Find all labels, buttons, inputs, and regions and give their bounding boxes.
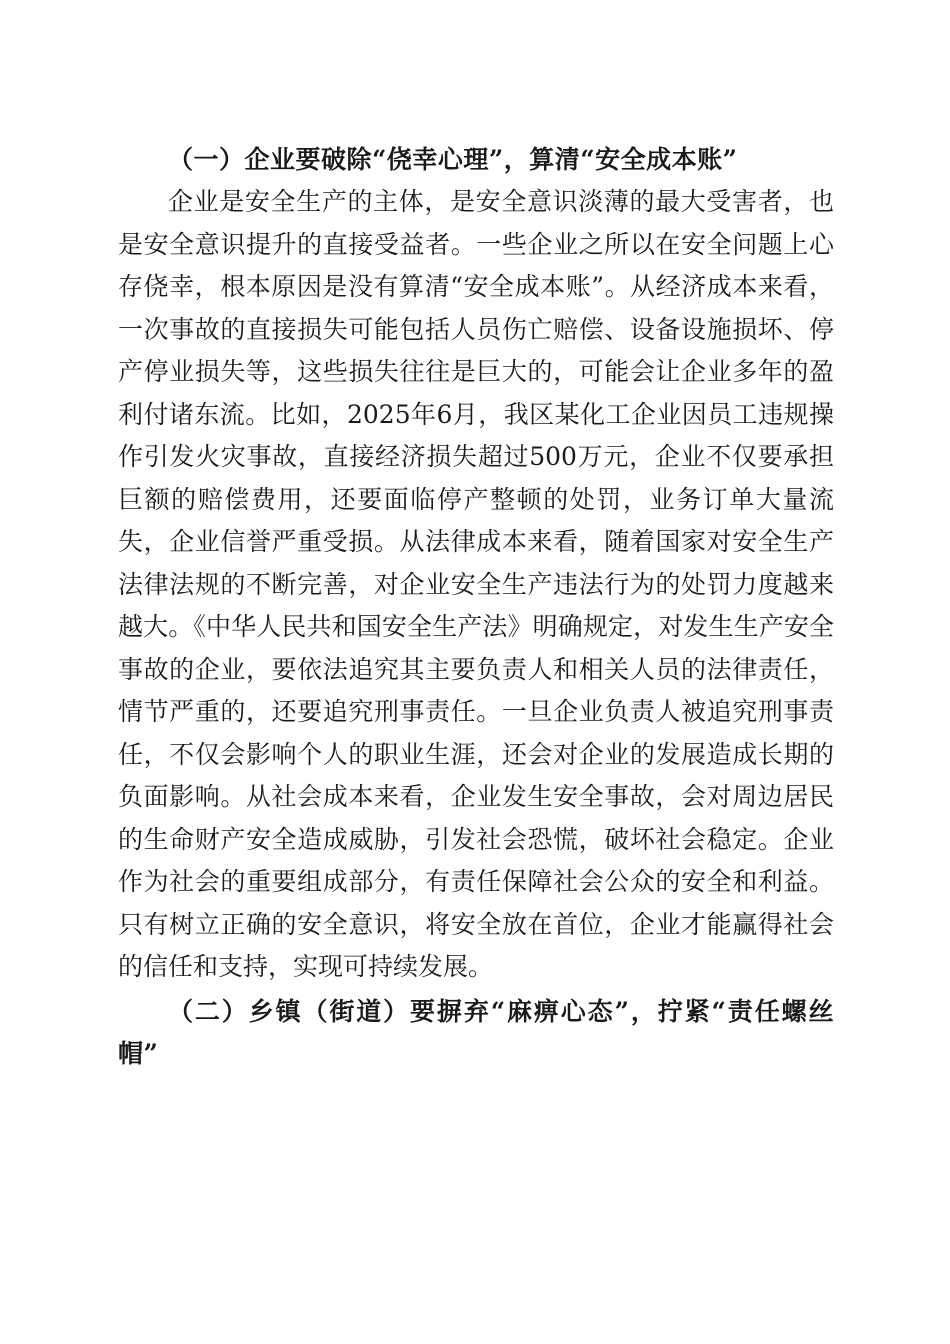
section-heading-2: （二）乡镇（街道）要摒弃“麻痹心态”，拧紧“责任螺丝帽” [118,996,834,1068]
section-heading-1: （一）企业要破除“侥幸心理”，算清“安全成本账” [168,145,738,174]
document-body [118,139,834,1075]
body-paragraph: 企业是安全生产的主体，是安全意识淡薄的最大受害者，也是安全意识提升的直接受益者。一些企业之所以在安全问题上心存侥幸，根本原因是没有算清“安全成本账”。从经济成本来看，一次事故的直接损失可能包括人员伤亡赔偿、设备设施损坏、停产停业损失等，这些损失往往是巨大的，可能会让企业多年的盈利付诸东流。比如，2025年6月，我区某化工企业因员工违规操作引发火灾事故，直接经济损失超过500万元，企业不仅要承担巨额的赔偿费用，还要面临停产整顿的处罚，业务订单大量流失，企业信誉严重受损。从法律成本来看，随着国家对安全生产法律法规的不断完善，对企业安全生产违法行为的处罚力度越来越大。《中华人民共和国安全生产法》明确规定，对发生生产安全事故的企业，要依法追究其主要负责人和相关人员的法律责任，情节严重的，还要追究刑事责任。一旦企业负责人被追究刑事责任，不仅会影响个人的职业生涯，还会对企业的发展造成长期的负面影响。从社会成本来看，企业发生安全事故，会对周边居民的生命财产安全造成威胁，引发社会恐慌，破坏社会稳定。企业作为社会的重要组成部分，有责任保障社会公众的安全和利益。只有树立正确的安全意识，将安全放在首位，企业才能赢得社会的信任和支持，实现可持续发展。 [118,187,834,981]
